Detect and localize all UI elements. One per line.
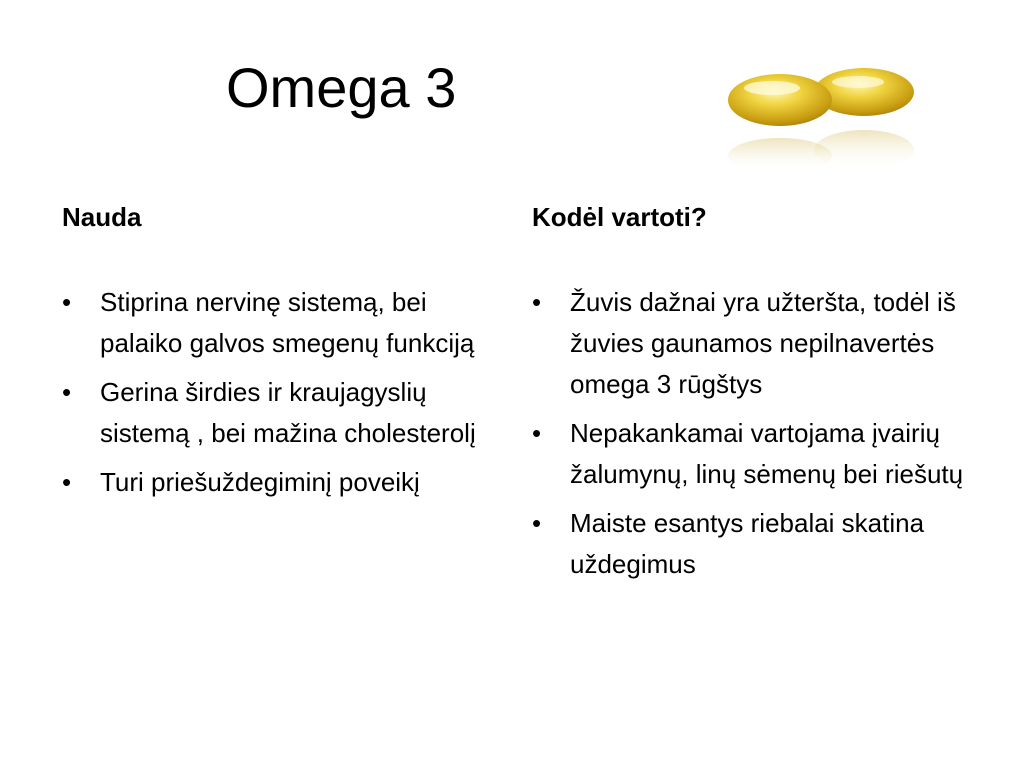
right-column-heading: Kodėl vartoti? [532,202,707,232]
list-item [530,413,980,495]
bullet-text: Turi priešuždegiminį poveikį [100,467,420,497]
bullet-text: Stiprina nervinę sistemą, bei palaiko galvos smegenų funkciją [100,287,475,358]
list-item [60,462,500,503]
list-item [530,282,980,405]
bullet-icon: • [532,508,542,538]
bullet-text: Nepakankamai vartojama įvairių žalumynų, linų sėmenų bei riešutų [570,418,964,489]
list-item [60,372,500,454]
bullet-icon: • [62,287,72,317]
bullet-icon: • [532,418,542,448]
slide-title: Omega 3 [226,56,457,119]
list-item [60,282,500,364]
list-item [530,503,980,585]
left-bullet-list [60,282,500,511]
bullet-text: Žuvis dažnai yra užteršta, todėl iš žuvies gaunamos nepilnavertės omega 3 rūgštys [570,287,956,399]
bullet-icon: • [532,287,542,317]
omega-capsules-icon [722,58,922,183]
bullet-text: Gerina širdies ir kraujagyslių sistemą , bei mažina cholesterolį [100,377,476,448]
bullet-text: Maiste esantys riebalai skatina uždegimus [570,508,925,579]
left-column-heading: Nauda [62,202,142,232]
bullet-icon: • [62,467,72,497]
bullet-icon: • [62,377,72,407]
right-bullet-list [530,282,980,593]
